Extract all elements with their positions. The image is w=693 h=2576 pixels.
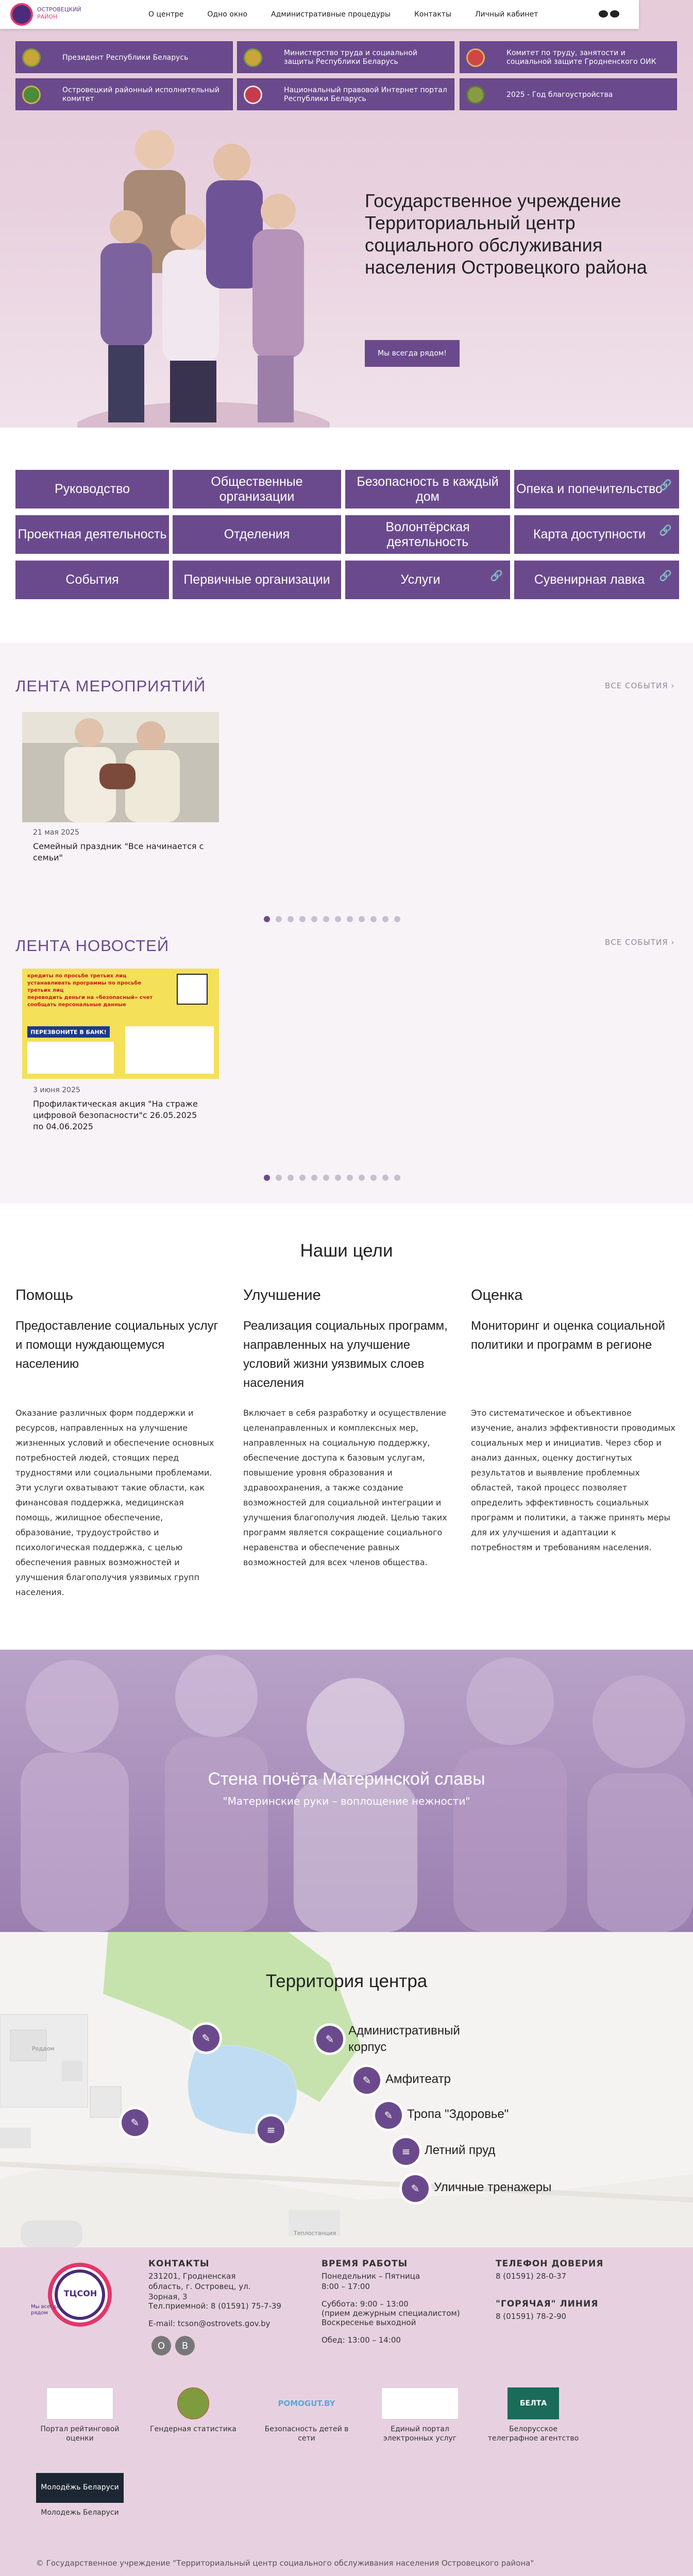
events-title: ЛЕНТА МЕРОПРИЯТИЙ: [15, 677, 206, 695]
partner-logo: [177, 2387, 209, 2419]
nav-admin-procedures[interactable]: Административные процедуры: [271, 10, 391, 19]
wall-title: Стена почёта Материнской славы: [208, 1769, 485, 1789]
nav-tile-leadership[interactable]: [15, 470, 169, 509]
quick-link-label: Министерство труда и социальной защиты Республики Беларусь: [284, 49, 417, 66]
nav-tile-public-orgs[interactable]: [173, 470, 341, 509]
nav-tile-label: Безопасность в каждый дом: [357, 474, 499, 504]
quick-link-executive-committee[interactable]: [15, 78, 233, 110]
nav-tile-guardianship[interactable]: [514, 470, 679, 509]
hours-saturday-note: (прием дежурным специалистом): [322, 2309, 460, 2318]
emblem-icon: [22, 48, 41, 67]
partner-logo: Молодёжь Беларуси: [36, 2473, 124, 2503]
footer-logo[interactable]: [31, 2259, 113, 2331]
nav-tile-label: Услуги: [400, 572, 441, 587]
nav-tile-label: Первичные организации: [183, 572, 330, 587]
carousel-dot[interactable]: [276, 1175, 282, 1181]
goal-text: Включает в себя разработку и осуществление целенаправленных и комплексных мер, направленных на социальную поддержку, обеспечение доступа к базовым услугам, повышение уровня образования и здравоохранения, а также создание возможностей для социальной интеграции и улучшения благополучия людей. Целью таких программ является сокращение социального неравенства и обеспечение равных возможностей для всех членов общества.: [243, 1408, 447, 1567]
hero-title: Государственное учреждение Территориальный центр социального обслуживания населения Островецкого района: [365, 190, 647, 278]
quick-link-year[interactable]: [460, 78, 677, 110]
carousel-dot[interactable]: [276, 916, 282, 922]
odnoklassniki-icon[interactable]: О: [151, 2336, 171, 2355]
quick-link-ministry[interactable]: [237, 41, 454, 73]
wall-of-honor-banner[interactable]: [0, 1650, 693, 1932]
nav-tile-label: Общественные организации: [211, 474, 303, 504]
carousel-dot[interactable]: [311, 1175, 317, 1181]
goal-column-improvement: [243, 1287, 454, 1393]
carousel-dot[interactable]: [335, 916, 341, 922]
news-title: ЛЕНТА НОВОСТЕЙ: [15, 937, 170, 955]
map-label: Теплостанция: [294, 2230, 336, 2236]
partner-child-safety[interactable]: [258, 2387, 356, 2443]
partner-logo: БЕЛТА: [508, 2387, 559, 2419]
external-link-icon: 🔗: [659, 570, 672, 582]
nav-tile-safety[interactable]: [345, 470, 510, 509]
family-photo: [77, 124, 330, 428]
carousel-dot[interactable]: [264, 1175, 270, 1181]
wall-subtitle: "Материнские руки – воплощение нежности": [223, 1795, 470, 1807]
external-link-icon: 🔗: [490, 570, 503, 582]
hotline-phone[interactable]: 8 (01591) 78-2-90: [496, 2312, 567, 2321]
nav-tile-label: Опека и попечительство: [516, 482, 663, 496]
contacts-address: 231201, Гродненская область, г. Островец, ул. Зорная, 3: [148, 2272, 251, 2301]
main-nav: [148, 0, 562, 29]
quick-link-legal-portal[interactable]: [237, 78, 454, 110]
footer-logo-text: ТЦСОН: [63, 2289, 97, 2298]
nav-tile-projects[interactable]: [15, 515, 169, 554]
carousel-dot[interactable]: [299, 916, 306, 922]
carousel-dot[interactable]: [288, 1175, 294, 1181]
partner-label: Портал рейтинговой оценки: [40, 2425, 120, 2443]
nav-tile-label: Отделения: [224, 527, 290, 541]
goal-subheading: Мониторинг и оценка социальной политики и программ в регионе: [471, 1319, 665, 1352]
quick-link-label: Президент Республики Беларусь: [62, 53, 189, 62]
nav-account[interactable]: Личный кабинет: [475, 10, 538, 19]
carousel-dot[interactable]: [370, 1175, 377, 1181]
nav-tile-label: События: [65, 572, 119, 587]
carousel-dot[interactable]: [264, 916, 270, 922]
trust-heading: ТЕЛЕФОН ДОВЕРИЯ: [496, 2259, 604, 2269]
hours-lunch: Обед: 13:00 – 14:00: [322, 2335, 401, 2345]
portal-logo-icon: [244, 86, 262, 104]
nav-tile-volunteering[interactable]: [345, 515, 510, 554]
event-card-title[interactable]: Семейный праздник "Все начинается с семьи": [33, 841, 204, 862]
goals-title: Наши цели: [300, 1241, 393, 1261]
trust-phone[interactable]: 8 (01591) 28-0-37: [496, 2272, 567, 2281]
map-pin-pond[interactable]: ≡: [258, 2116, 284, 2143]
nav-tile-accessibility-map[interactable]: [514, 515, 679, 554]
event-card-image[interactable]: [22, 712, 219, 822]
nav-tile-departments[interactable]: [173, 515, 341, 554]
partner-label: Белорусское телеграфное агентство: [487, 2425, 579, 2443]
map-pin-admin[interactable]: ✎: [193, 2025, 219, 2052]
partner-label: Единый портал электронных услуг: [383, 2425, 457, 2443]
carousel-dot[interactable]: [311, 916, 317, 922]
copyright: © Государственное учреждение "Территориальный центр социального обслуживания населения Островецкого района": [36, 2558, 534, 2568]
nav-tile-primary-orgs[interactable]: [173, 561, 341, 599]
hotline-heading: "ГОРЯЧАЯ" ЛИНИЯ: [496, 2299, 599, 2309]
carousel-dot[interactable]: [288, 916, 294, 922]
nav-tile-label: Руководство: [54, 482, 130, 496]
events-carousel-dots: [264, 916, 406, 922]
carousel-dot[interactable]: [347, 916, 353, 922]
nav-tile-label: Карта доступности: [533, 527, 646, 541]
goal-column-help: [15, 1287, 227, 1374]
partner-label: Гендерная статистика: [150, 2425, 236, 2433]
quick-link-label: Национальный правовой Интернет портал Республики Беларусь: [284, 86, 447, 103]
vk-icon[interactable]: В: [175, 2336, 195, 2355]
carousel-dot[interactable]: [359, 1175, 365, 1181]
legend-amphitheater-label[interactable]: Амфитеатр: [385, 2072, 451, 2086]
contacts-heading: КОНТАКТЫ: [148, 2259, 210, 2269]
emblem-icon: [244, 48, 262, 67]
news-carousel-dots: [264, 1175, 406, 1181]
goal-text: Оказание различных форм поддержки и ресурсов, направленных на улучшение жизненных условий и обеспечение основных потребностей людей, стоящих перед трудностями или социальными проблемами. Эти услуги охватывают такие области, как финансовая поддержка, медицинская помощь, жилищное обеспечение, образование, трудоустройство и психологическая поддержка, с целью обеспечения равных возможностей и улучшения благополучия уязвимых групп населения.: [15, 1408, 214, 1597]
hours-sunday: Воскресенье выходной: [322, 2318, 416, 2327]
partner-label: Молодежь Беларуси: [41, 2509, 119, 2517]
poster-line: сообщать персональные данные: [27, 1002, 126, 1008]
nav-tile-label: Волонтёрская деятельность: [385, 519, 470, 549]
map-pin-amphitheater[interactable]: ✎: [122, 2109, 148, 2136]
partner-label: Безопасность детей в сети: [264, 2425, 349, 2443]
goal-subheading: Реализация социальных программ, направленных на улучшение условий жизни уязвимых слоев населения: [243, 1319, 448, 1390]
partner-youth[interactable]: [31, 2473, 129, 2517]
map-label: Роддом: [32, 2045, 55, 2052]
year-logo-icon: [466, 86, 485, 104]
goal-subheading: Предоставление социальных услуг и помощи нуждающемуся населению: [15, 1319, 218, 1371]
carousel-dot[interactable]: [347, 1175, 353, 1181]
footer-logo-sub: Мы всегда рядом: [31, 2304, 60, 2316]
poster-call: ПЕРЕЗВОНИТЕ В БАНК!: [27, 1026, 110, 1038]
partner-belta[interactable]: [484, 2387, 582, 2443]
carousel-dot[interactable]: [382, 916, 388, 922]
nav-tile-services[interactable]: [345, 561, 510, 599]
nav-tile-events[interactable]: [15, 561, 169, 599]
poster-line: устанавливать программы по просьбе третьих лиц: [27, 980, 142, 993]
legend-trainers-icon[interactable]: ✎: [402, 2175, 429, 2202]
event-card-date: 21 мая 2025: [33, 828, 79, 837]
carousel-dot[interactable]: [370, 916, 377, 922]
top-navbar: [0, 0, 639, 29]
logo-line2: РАЙОН: [37, 13, 58, 20]
nav-tile-label: Проектная деятельность: [18, 527, 167, 541]
news-card-title[interactable]: Профилактическая акция "На страже цифровой безопасности"с 26.05.2025 по 04.06.2025: [33, 1099, 198, 1131]
news-card-date: 3 июня 2025: [33, 1086, 80, 1094]
carousel-dot[interactable]: [394, 916, 400, 922]
partner-logo: POMOGUT.BY: [278, 2399, 335, 2408]
carousel-dot[interactable]: [323, 1175, 329, 1181]
site-logo[interactable]: [10, 3, 88, 26]
hours-weekdays: Понедельник – Пятница: [322, 2272, 420, 2281]
glasses-icon[interactable]: [599, 8, 620, 21]
quick-link-president[interactable]: [15, 41, 233, 73]
external-link-icon: 🔗: [659, 480, 672, 491]
carousel-dot[interactable]: [299, 1175, 306, 1181]
hero-button[interactable]: Мы всегда рядом!: [365, 340, 460, 367]
emblem-icon: [466, 48, 485, 67]
goal-heading: Улучшение: [243, 1287, 321, 1303]
qr-code-icon: [177, 974, 208, 1005]
quick-link-label: Островецкий районный исполнительный комитет: [62, 86, 219, 103]
carousel-dot[interactable]: [359, 916, 365, 922]
quick-link-label: 2025 - Год благоустройства: [506, 90, 613, 99]
legend-admin-label[interactable]: Административный корпус: [348, 2024, 460, 2054]
news-card-image[interactable]: [22, 969, 219, 1079]
legend-admin-icon[interactable]: ✎: [316, 2026, 343, 2053]
nav-tile-souvenir-shop[interactable]: [514, 561, 679, 599]
goal-text: Это систематическое и объективное изучение, анализ эффективности проводимых социальных мер и инициатив. Через сбор и анализ данных, оценку достигнутых результатов и выявление проблемных областей, такой процесс позволяет определить эффективность социальных программ и политики, а также принять меры для их улучшения и адаптации к потребностям и требованиям населения.: [471, 1408, 675, 1552]
legend-trail-label[interactable]: Тропа "Здоровье": [407, 2107, 509, 2121]
carousel-dot[interactable]: [394, 1175, 400, 1181]
contacts-email[interactable]: E-mail: tcson@ostrovets.gov.by: [148, 2319, 271, 2328]
goal-heading: Оценка: [471, 1287, 523, 1303]
poster-checklist: [27, 1042, 114, 1074]
legend-pond-icon[interactable]: ≡: [393, 2138, 419, 2165]
carousel-dot[interactable]: [382, 1175, 388, 1181]
legend-pond-label[interactable]: Летний пруд: [425, 2143, 496, 2157]
carousel-dot[interactable]: [323, 916, 329, 922]
partner-logo: [46, 2387, 113, 2419]
hours-weekdays-time: 8:00 – 17:00: [322, 2282, 370, 2291]
logo-emblem-icon: [10, 3, 33, 26]
poster-checklist: [125, 1026, 214, 1074]
nav-about[interactable]: О центре: [148, 10, 184, 19]
legend-trainers-label[interactable]: Уличные тренажеры: [434, 2180, 552, 2194]
goal-column-evaluation: [471, 1287, 682, 1354]
hours-saturday: Суббота: 9:00 – 13:00: [322, 2299, 409, 2309]
events-all-link[interactable]: ВСЕ СОБЫТИЯ ›: [605, 681, 675, 690]
partner-gender-stats[interactable]: [144, 2387, 242, 2434]
logo-line1: ОСТРОВЕЦКИЙ: [37, 6, 81, 13]
external-link-icon: 🔗: [659, 525, 672, 536]
legend-trail-icon[interactable]: ✎: [375, 2102, 402, 2129]
territory-title: Территория центра: [265, 1971, 428, 1991]
nav-one-window[interactable]: Одно окно: [207, 10, 248, 19]
goal-heading: Помощь: [15, 1287, 74, 1303]
partner-e-services[interactable]: [371, 2387, 469, 2443]
section-nav-grid: [15, 470, 679, 600]
legend-amphitheater-icon[interactable]: ✎: [353, 2067, 380, 2094]
quick-link-label: Комитет по труду, занятости и социальной защите Гродненского ОИК: [506, 49, 656, 66]
poster-line: кредиты по просьбе третьих лиц: [27, 973, 127, 979]
emblem-icon: [22, 86, 41, 104]
quick-link-committee[interactable]: [460, 41, 677, 73]
poster-line: переводить деньги на «безопасный» счет: [27, 995, 153, 1001]
partner-logo: [381, 2387, 459, 2419]
hours-heading: ВРЕМЯ РАБОТЫ: [322, 2259, 408, 2269]
contacts-phone[interactable]: Тел.приемной: 8 (01591) 75-7-39: [148, 2301, 281, 2311]
carousel-dot[interactable]: [335, 1175, 341, 1181]
nav-contacts[interactable]: Контакты: [414, 10, 452, 19]
news-all-link[interactable]: ВСЕ СОБЫТИЯ ›: [605, 938, 675, 947]
nav-tile-label: Сувенирная лавка: [534, 572, 645, 587]
partner-rating-portal[interactable]: [31, 2387, 129, 2443]
